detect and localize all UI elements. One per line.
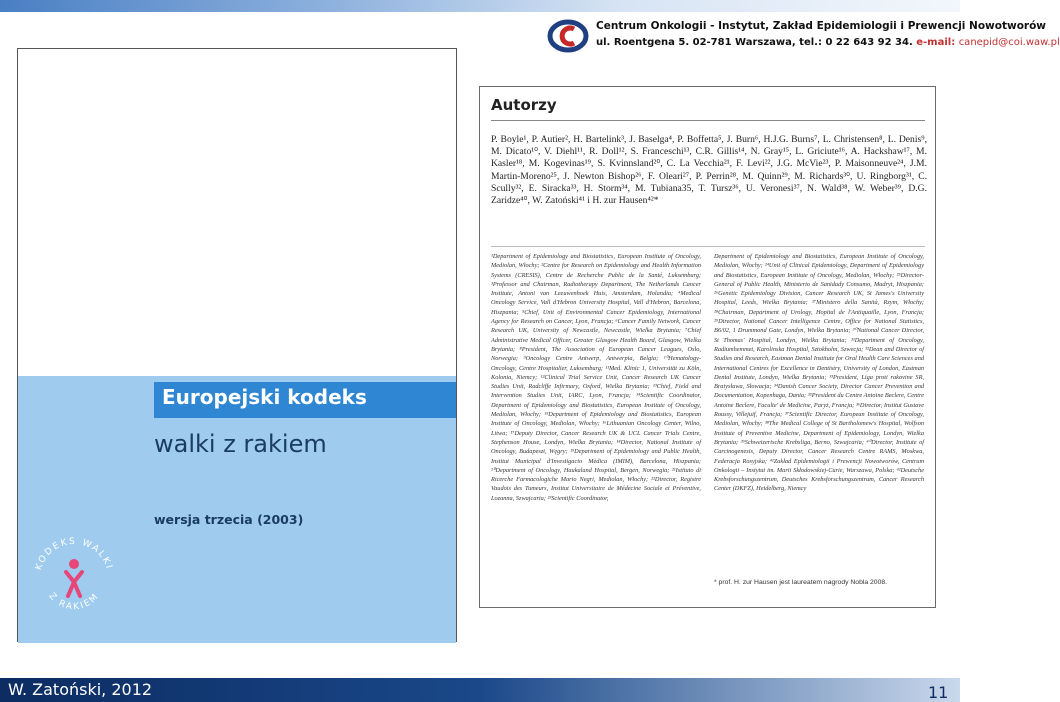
institution-name: Centrum Onkologii - Instytut, Zakład Epidemiologii i Prewencji Nowotworów [596,20,1046,32]
slide-number: 11 [928,683,949,702]
cover-edition: wersja trzecia (2003) [154,512,304,527]
svg-text:Z RAKIEM [46,591,101,612]
institution-address: ul. Roentgena 5. 02-781 Warszawa, tel.: 0 22 643 92 34. e-mail: canepid@coi.waw.pl [596,37,1060,48]
nobel-footnote: * prof. H. zur Hausen jest laureatem nagrody Nobla 2008. [714,579,888,586]
page-heading: Autorzy [491,96,557,114]
authors-divider [491,246,925,247]
footer-author: W. Zatoński, 2012 [8,680,153,699]
coi-logo-icon [548,20,588,52]
kodeks-walki-z-rakiem-logo-icon [26,526,122,620]
logo-text-top: KODEKS WALKI [33,536,114,572]
book-cover [17,48,457,642]
cover-subtitle: walki z rakiem [154,430,327,458]
heading-divider [491,120,925,121]
authors-page [479,86,936,608]
affiliations-left-column: ¹Department of Epidemiology and Biostatistics, European Institute of Oncology, Mediolan, Włochy; ²Centre for Research on Epidemiology and Health Information Systems (CRESIS), Centre de Recherche Public de la Santé, Luksemburg; ³Professor and Chairman, Radiotherapy Department, The Netherlands Cancer Institute, Antoni van Leeuwenhoek Huis, Amsterdam, Holandia; ⁴Medical Oncology Service, Vall d'Hebron University Hospital, Vall d'Hebron, Barcelona, Hiszpania; ⁵Chief, Unit of Environmental Cancer Epidemiology, International Agency for Research on Cancer, Lyon, Francja; ⁶Cancer Family Network, Cancer Research UK, University of Newcastle, Newcastle, Wielka Brytania; ⁷Chief Administrative Medical Officer, Greater Glasgow Health Board, Glasgow, Wielka Brytania; ⁸President, The Association of European Cancer Leagues, Oslo, Norwegia; ⁹Oncology Centre Antwerp, Antwerpia, Belgia; ¹⁰Hematology-Oncology, Centre Hospitalier, Luksemburg; ¹¹Med. Klinic 1, Universität zu Köln, Kolonia, Niemcy; ¹²Clinical Trial Service Unit, Cancer Research UK Cancer Studies Unit, Radcliffe Infirmary, Oxford, Wielka Brytania; ¹³Chief, Field and Intervention Studies Unit, IARC, Lyon, Francja; ¹⁴Scientific Coordinator, Department of Epidemiology and Biostatistics, European Institute of Oncology, Mediolan, Włochy; ¹⁵Department of Epidemiology and Biostatistics, European Institute of Oncology, Mediolan, Włochy; ¹⁶Lithuanian Oncology Center, Wilno, Litwa; ¹⁷Deputy Director, Cancer Research UK & UCL Cancer Trials Centre, Stephenson House, Londyn, Wielka Brytania; ¹⁸Director, National Institute of Oncology, Budapeszt, Węgry; ¹⁹Department of Epidemiology and Public Health, Institut Municipal d'Investigacio Mèdica (IMIM), Barcelona, Hiszpania; ²⁰Department of Oncology, Haukaland Hospital, Bergen, Norwegia; ²¹Istituto di Ricerche Farmacologiche Mario Negri, Mediolan, Włochy; ²²Director, Registre Vaudois des Tumeurs, Institut Universitaire de Médecine Sociale et Préventive, Lozanna, Szwajcaria; ²³Scientific Coordinator, [491,253,701,502]
cover-title: Europejski kodeks [162,385,367,409]
authors-list: P. Boyle¹, P. Autier², H. Bartelink³, J. Baselga⁴, P. Boffetta⁵, J. Burn⁶, H.J.G. Burns⁷, L. Christensen⁸, L. Denis⁹, M. Dicato¹⁰, V. Diehl¹¹, R. Doll¹², S. Franceschi¹³, C.R. Gillis¹⁴, N. Gray¹⁵, L. Griciute¹⁶, A. Hackshaw¹⁷, M. Kasler¹⁸, M. Kogevinas¹⁹, S. Kvinnsland²⁰, C. La Vecchia²¹, F. Levi²², J.G. McVie²³, P. Maisonneuve²⁴, J.M. Martin-Moreno²⁵, J. Newton Bishop²⁶, F. Oleari²⁷, P. Perrin²⁸, M. Quinn²⁹, M. Richards³⁰, U. Ringborg³¹, C. Scully³², E. Siracka³³, H. Storm³⁴, M. Tubiana35, T. Tursz³⁶, U. Veronesi³⁷, N. Wald³⁸, W. Weber³⁹, D.G. Zaridze⁴⁰, W. Zatoński⁴¹ i H. zur Hausen⁴²* [491,134,927,207]
institution-email[interactable]: canepid@coi.waw.pl [958,37,1060,48]
logo-text-bottom: Z RAKIEM [46,591,102,613]
affiliations-right-column: Department of Epidemiology and Biostatistics, European Institute of Oncology, Mediolan, Włochy; ²⁴Unit of Clinical Epidemiology, Department of Epidemiology and Biostatistics, European Institute of Oncology, Mediolan, Włochy; ²⁵Director-General of Public Health, Ministerio de Sanidady Consumo, Madryt, Hiszpania; ²⁶Genetic Epidemiology Division, Cancer Research UK, St James's University Hospital, Leeds, Wielka Brytania; ²⁷Ministero della Sanità, Rzym, Włochy; ²⁸Chairman, Department of Urology, Hopital de l'Antiquaille, Lyon, Francja; ²⁹Director, National Cancer Intelligence Centre, Office for National Statistics, B6/02, 1 Drummond Gate, Londyn, Wielka Brytania; ³⁰National Cancer Director, St Thomas' Hospital, Londyn, Wielka Brytania; ³¹Department of Oncology, Radiumhemmet, Karolinska Hospital, Sztokholm, Szwecja; ³²Dean and Director of Studies and Research, Eastman Dental Institute for Oral Health Care Sciences and International Centres for Excellence in Dentistry, University of London, Eastman Dental Institute, Londyn, Wielka Brytania; ³³President, Liga proti rakovine SR, Bratysława, Słowacja; ³⁴Danish Cancer Society, Director Cancer Prevention and Documentation, Kopenhaga, Dania; ³⁵President du Centre Antoine Beclere, Centre Antoine Beclere, Faculte' de Medicine, Paryż, Francja; ³⁶Director, Institut Gustave Roussy, Villejuif, Francja; ³⁷Scientific Director, European Institute of Oncology, Mediolan, Włochy; ³⁸The Medical College of St Bartholomew's Hospital, Wolfson Institute of Preventive Medicine, Department of Epidemiology, Londyn, Wielka Brytania; ³⁹Schweizerische Krebsliga, Berno, Szwajcaria; ⁴⁰Director, Institute of Carcinogenesis, Deputy Director, Cancer Research Centre RAMS, Moskwa, Federacja Rosyjska; ⁴¹Zakład Epidemiologii i Prewencji Nowotworów, Centrum Onkologii – Instytut im. Marii Skłodowskiej-Curie, Warszawa, Polska; ⁴²Deutsche Krebsforschungszentrum, Deutsches Krebsforschungszentrum, Cancer Research Center (DKFZ), Heidelberg, Niemcy [714,253,924,493]
top-gradient-bar [0,0,960,12]
